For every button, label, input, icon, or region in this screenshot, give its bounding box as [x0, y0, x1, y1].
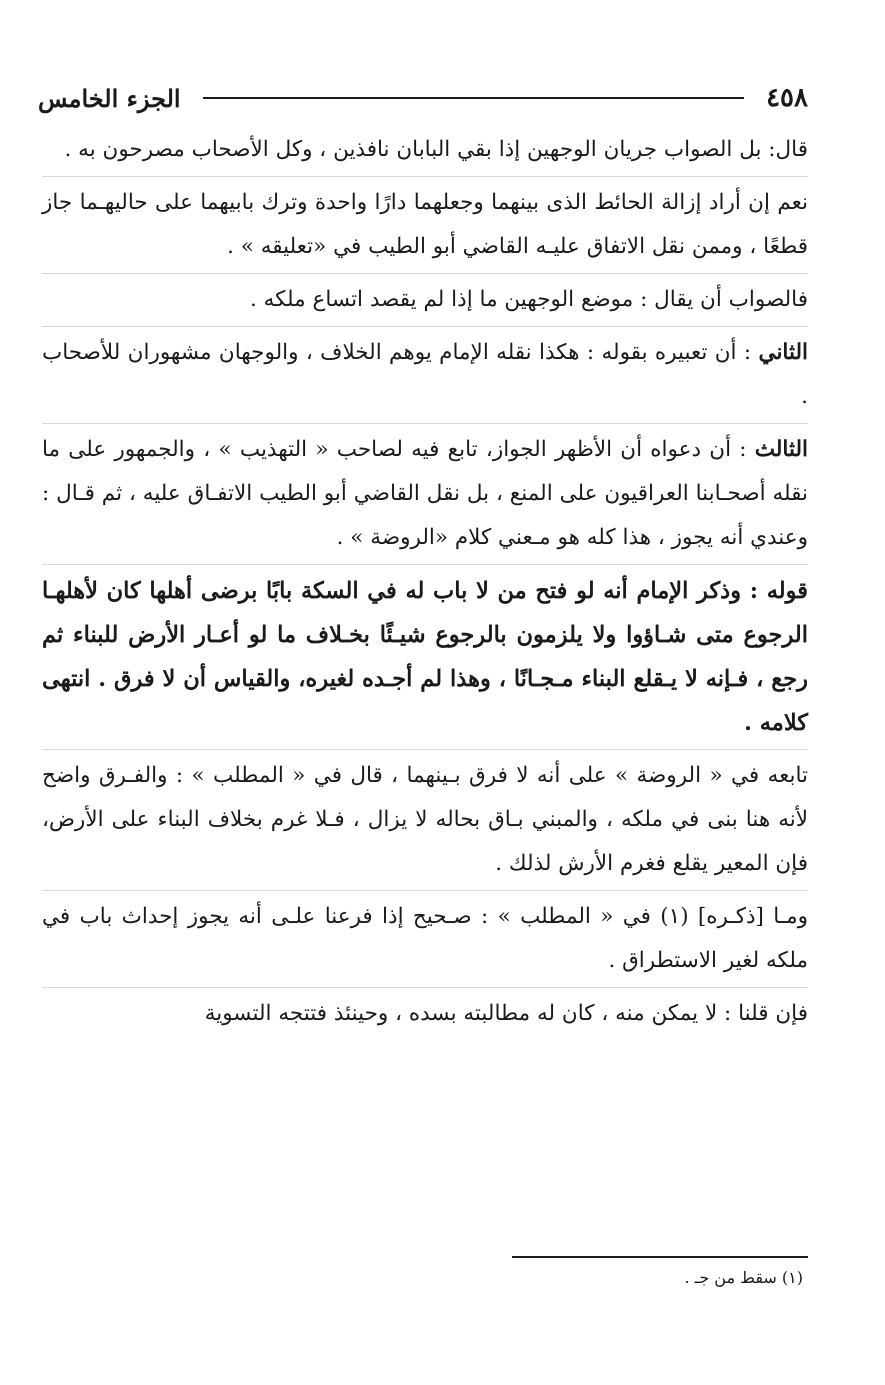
paragraph-text: : أن تعبيره بقوله : هكذا نقله الإمام يوهم الخلاف ، والوجهان مشهوران للأصحاب .	[42, 340, 808, 409]
header-rule	[203, 97, 745, 99]
paragraph-8	[42, 895, 808, 988]
paragraph-lead: الثالث	[754, 437, 808, 462]
paragraph-7	[42, 754, 808, 891]
paragraph-text: فالصواب أن يقال : موضع الوجهين ما إذا لم يقصد اتساع ملكه .	[249, 287, 808, 312]
body-text	[42, 128, 808, 1044]
page-number: ٤٥٨	[766, 83, 808, 113]
paragraph-text: فإن قلنا : لا يمكن منه ، كان له مطالبته بسده ، وحينئذ فتتجه التسوية	[204, 1001, 808, 1026]
paragraph-text: ومـا [ذكـره] (١) في « المطلب » : صـحيح إذا فرعنا علـى أنه يجوز إحداث باب في ملكه لغير الاستطراق .	[42, 904, 808, 973]
paragraph-3	[42, 278, 808, 327]
quoted-paragraph	[42, 569, 808, 750]
paragraph-2	[42, 181, 808, 274]
paragraph-text: تابعه في « الروضة » على أنه لا فرق بـينهما ، قال في « المطلب » : والفـرق واضح لأنه هنا بنى في ملكه ، والمبني بـاق بحاله لا يزال ، فـلا غرم بخلاف البناء على الأرض، فإن المعير يقلع فغرم الأرش لذلك .	[42, 763, 808, 876]
paragraph-lead: الثاني	[758, 340, 808, 365]
paragraph-5	[42, 428, 808, 565]
paragraph-9	[42, 992, 808, 1040]
paragraph-4	[42, 331, 808, 424]
paragraph-text: قال: بل الصواب جريان الوجهين إذا بقي البابان نافذين ، وكل الأصحاب مصرحون به .	[64, 137, 808, 162]
part-title: الجزء الخامس	[38, 83, 181, 113]
paragraph-text: نعم إن أراد إزالة الحائط الذى بينهما وجعلهما دارًا واحدة وترك بابيهما على حاليهـما جاز قطعًا ، وممن نقل الاتفاق عليـه القاضي أبو الطيب في «تعليقه » .	[42, 190, 808, 259]
paragraph-text: : أن دعواه أن الأظهر الجواز، تابع فيه لصاحب « التهذيب » ، والجمهور على ما نقله أصحـابنا العراقيون على المنع ، بل نقل القاضي أبو الطيب الاتفـاق عليه ، ثم قـال : وعندي أنه يجوز ، هذا كله هو مـعني كلام «الروضة » .	[42, 437, 808, 550]
footnote-rule	[512, 1256, 808, 1258]
page-header	[38, 78, 808, 118]
paragraph-text: قوله : وذكر الإمام أنه لو فتح من لا باب له في السكة بابًا برضى أهلها كان لأهلهـا الرجوع متى شـاؤوا ولا يلزمون بالرجوع شيـئًا بخـلاف ما لو أعـار الأرض للبناء ثم رجع ، فـإنه لا يـقلع البناء مـجـانًا ، وهذا لم أجـده لغيره، والقياس أن لا فرق . انتهى كلامه .	[42, 578, 808, 736]
paragraph-1	[42, 128, 808, 177]
footnote: (١) سقط من جـ .	[684, 1268, 803, 1287]
